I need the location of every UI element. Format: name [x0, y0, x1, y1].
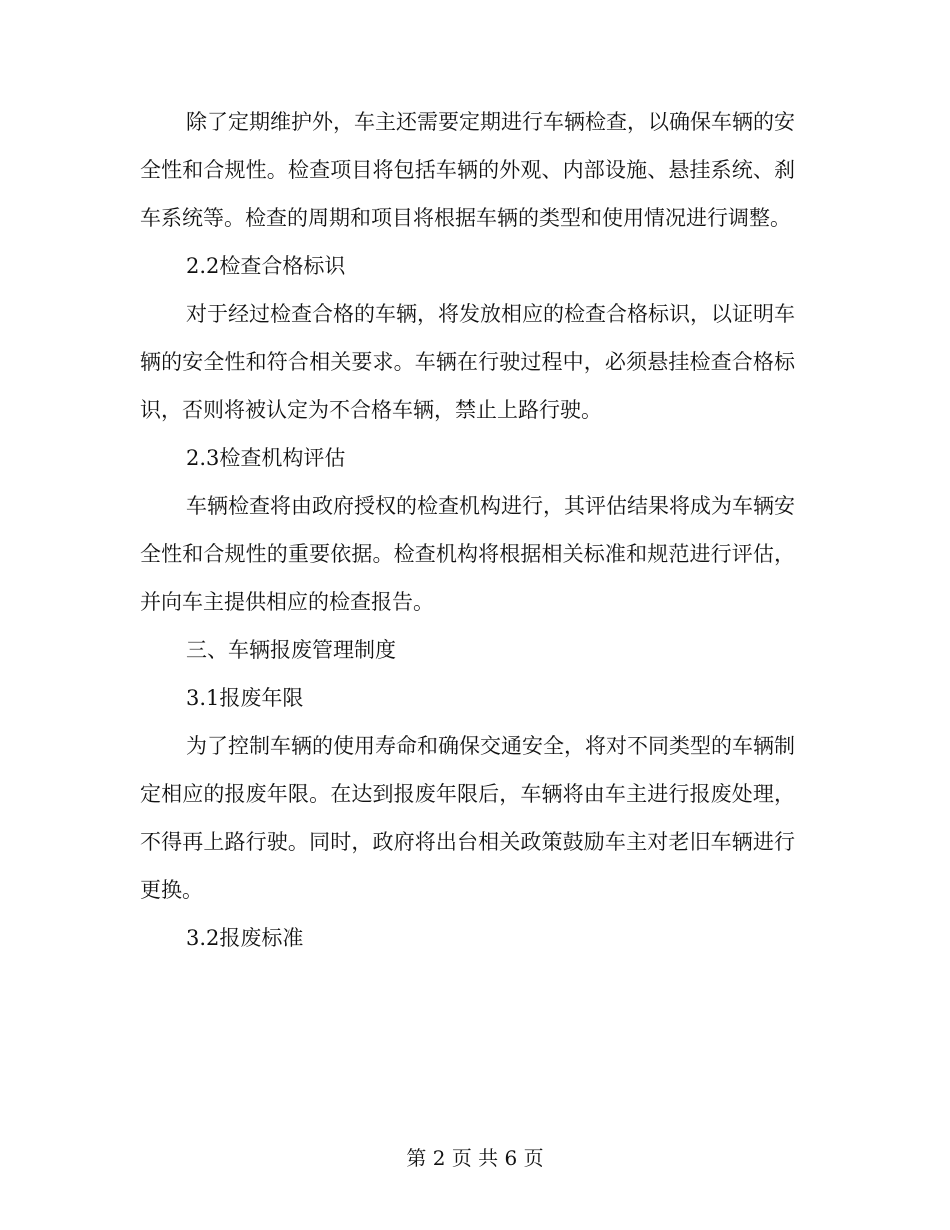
heading-3-1-scrapping-age: 3.1报废年限 [186, 686, 304, 710]
page-footer: 第 2 页 共 6 页 [406, 1146, 544, 1170]
paragraph-inspection-agency: 车辆检查将由政府授权的检查机构进行，其评估结果将成为车辆安全性和合规性的重要依据。检查机构将根据相关标准和规范进行评估，并向车主提供相应的检查报告。 [140, 494, 795, 614]
paragraph-scrapping-age: 为了控制车辆的使用寿命和确保交通安全，将对不同类型的车辆制定相应的报废年限。在达到报废年限后，车辆将由车主进行报废处理，不得再上路行驶。同时，政府将出台相关政策鼓励车主对老旧车辆进行更换。 [140, 734, 795, 902]
heading-3-scrapping-system: 三、车辆报废管理制度 [186, 638, 396, 662]
document-body [140, 98, 795, 962]
paragraph-vehicle-inspection: 除了定期维护外，车主还需要定期进行车辆检查，以确保车辆的安全性和合规性。检查项目将包括车辆的外观、内部设施、悬挂系统、刹车系统等。检查的周期和项目将根据车辆的类型和使用情况进行调整。 [140, 110, 795, 230]
heading-3-2-scrapping-standard: 3.2报废标准 [186, 926, 304, 950]
heading-2-3-inspection-agency: 2.3检查机构评估 [186, 446, 346, 470]
heading-2-2-inspection-mark: 2.2检查合格标识 [186, 254, 346, 278]
paragraph-inspection-mark: 对于经过检查合格的车辆，将发放相应的检查合格标识，以证明车辆的安全性和符合相关要求。车辆在行驶过程中，必须悬挂检查合格标识，否则将被认定为不合格车辆，禁止上路行驶。 [140, 302, 795, 422]
